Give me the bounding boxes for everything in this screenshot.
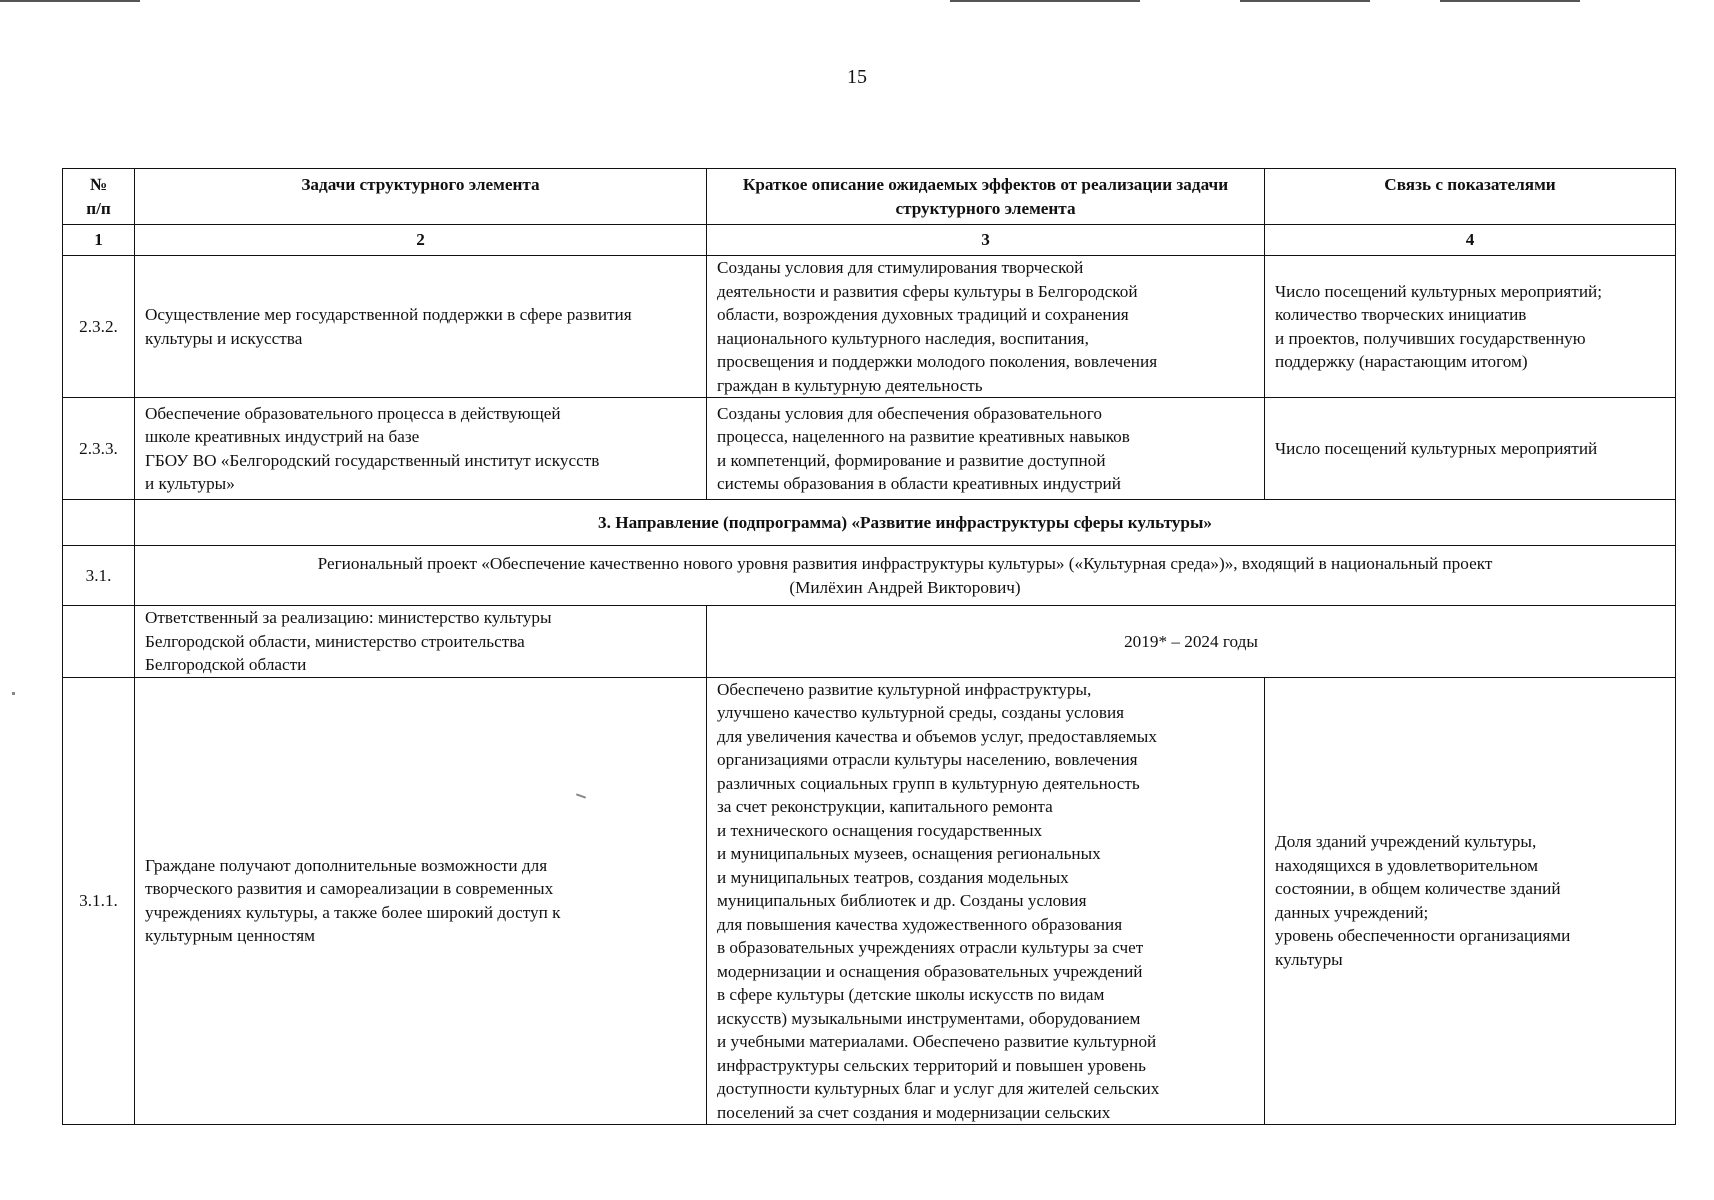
scan-artifact xyxy=(1440,0,1580,2)
row-effect: Созданы условия для стимулирования творческой деятельности и развития сферы культуры в Белгородской области, возрождения духовных традиций и сохранения национального культурного наследия, воспитания, просвещения и поддержки молодого поколения, вовлечения граждан в культурную деятельность xyxy=(707,256,1265,398)
implementation-period: 2019* – 2024 годы xyxy=(707,606,1676,678)
row-number: 3.1. xyxy=(63,546,135,606)
scan-artifact xyxy=(1240,0,1370,2)
row-number: 2.3.2. xyxy=(63,256,135,398)
project-title: Региональный проект «Обеспечение качественно нового уровня развития инфраструктуры культуры» («Культурная среда»)», входящий в национальный проект (Милёхин Андрей Викторович) xyxy=(135,546,1676,606)
header-task: Задачи структурного элемента xyxy=(135,169,707,225)
table-row xyxy=(63,256,1676,398)
responsible-row xyxy=(63,606,1676,678)
header-number: № п/п xyxy=(63,169,135,225)
row-link: Число посещений культурных мероприятий; количество творческих инициатив и проектов, получивших государственную поддержку (нарастающим итогом) xyxy=(1265,256,1676,398)
empty-cell xyxy=(63,500,135,546)
scan-artifact xyxy=(12,692,15,695)
table-row xyxy=(63,677,1676,1125)
table-row xyxy=(63,398,1676,500)
row-task: Граждане получают дополнительные возможности для творческого развития и самореализации в современных учреждениях культуры, а также более широкий доступ к культурным ценностям xyxy=(135,677,707,1125)
column-number: 1 xyxy=(63,225,135,256)
section-title: 3. Направление (подпрограмма) «Развитие инфраструктуры сферы культуры» xyxy=(135,500,1676,546)
column-number: 3 xyxy=(707,225,1265,256)
row-effect: Обеспечено развитие культурной инфраструктуры, улучшено качество культурной среды, созданы условия для увеличения качества и объемов услуг, предоставляемых организациями отрасли культуры населению, вовлечения различных социальных групп в культурную деятельность за счет реконструкции, капитального ремонта и технического оснащения государственных и муниципальных музеев, оснащения региональных и муниципальных театров, создания модельных муниципальных библиотек и др. Созданы условия для повышения качества художественного образования в образовательных учреждениях отрасли культуры за счет модернизации и оснащения образовательных учреждений в сфере культуры (детские школы искусств по видам искусств) музыкальными инструментами, оборудованием и учебными материалами. Обеспечено развитие культурной инфраструктуры сельских территорий и повышен уровень доступности культурных благ и услуг для жителей сельских поселений за счет создания и модернизации сельских xyxy=(707,677,1265,1125)
row-number: 2.3.3. xyxy=(63,398,135,500)
column-number-row xyxy=(63,225,1676,256)
header-link: Связь с показателями xyxy=(1265,169,1676,225)
scan-artifact xyxy=(0,0,140,2)
column-number: 2 xyxy=(135,225,707,256)
structural-elements-table xyxy=(62,168,1676,1125)
row-number: 3.1.1. xyxy=(63,677,135,1125)
page-number: 15 xyxy=(847,66,867,88)
responsible-label: Ответственный за реализацию: министерство культуры Белгородской области, министерство строительства Белгородской области xyxy=(135,606,707,678)
row-task: Обеспечение образовательного процесса в действующей школе креативных индустрий на базе ГБОУ ВО «Белгородский государственный институт искусств и культуры» xyxy=(135,398,707,500)
row-task: Осуществление мер государственной поддержки в сфере развития культуры и искусства xyxy=(135,256,707,398)
empty-cell xyxy=(63,606,135,678)
row-link: Доля зданий учреждений культуры, находящихся в удовлетворительном состоянии, в общем количестве зданий данных учреждений; уровень обеспеченности организациями культуры xyxy=(1265,677,1676,1125)
header-row xyxy=(63,169,1676,225)
section-row xyxy=(63,500,1676,546)
scan-artifact xyxy=(950,0,1140,2)
header-effect: Краткое описание ожидаемых эффектов от реализации задачи структурного элемента xyxy=(707,169,1265,225)
row-link: Число посещений культурных мероприятий xyxy=(1265,398,1676,500)
column-number: 4 xyxy=(1265,225,1676,256)
project-row xyxy=(63,546,1676,606)
row-effect: Созданы условия для обеспечения образовательного процесса, нацеленного на развитие креативных навыков и компетенций, формирование и развитие доступной системы образования в области креативных индустрий xyxy=(707,398,1265,500)
